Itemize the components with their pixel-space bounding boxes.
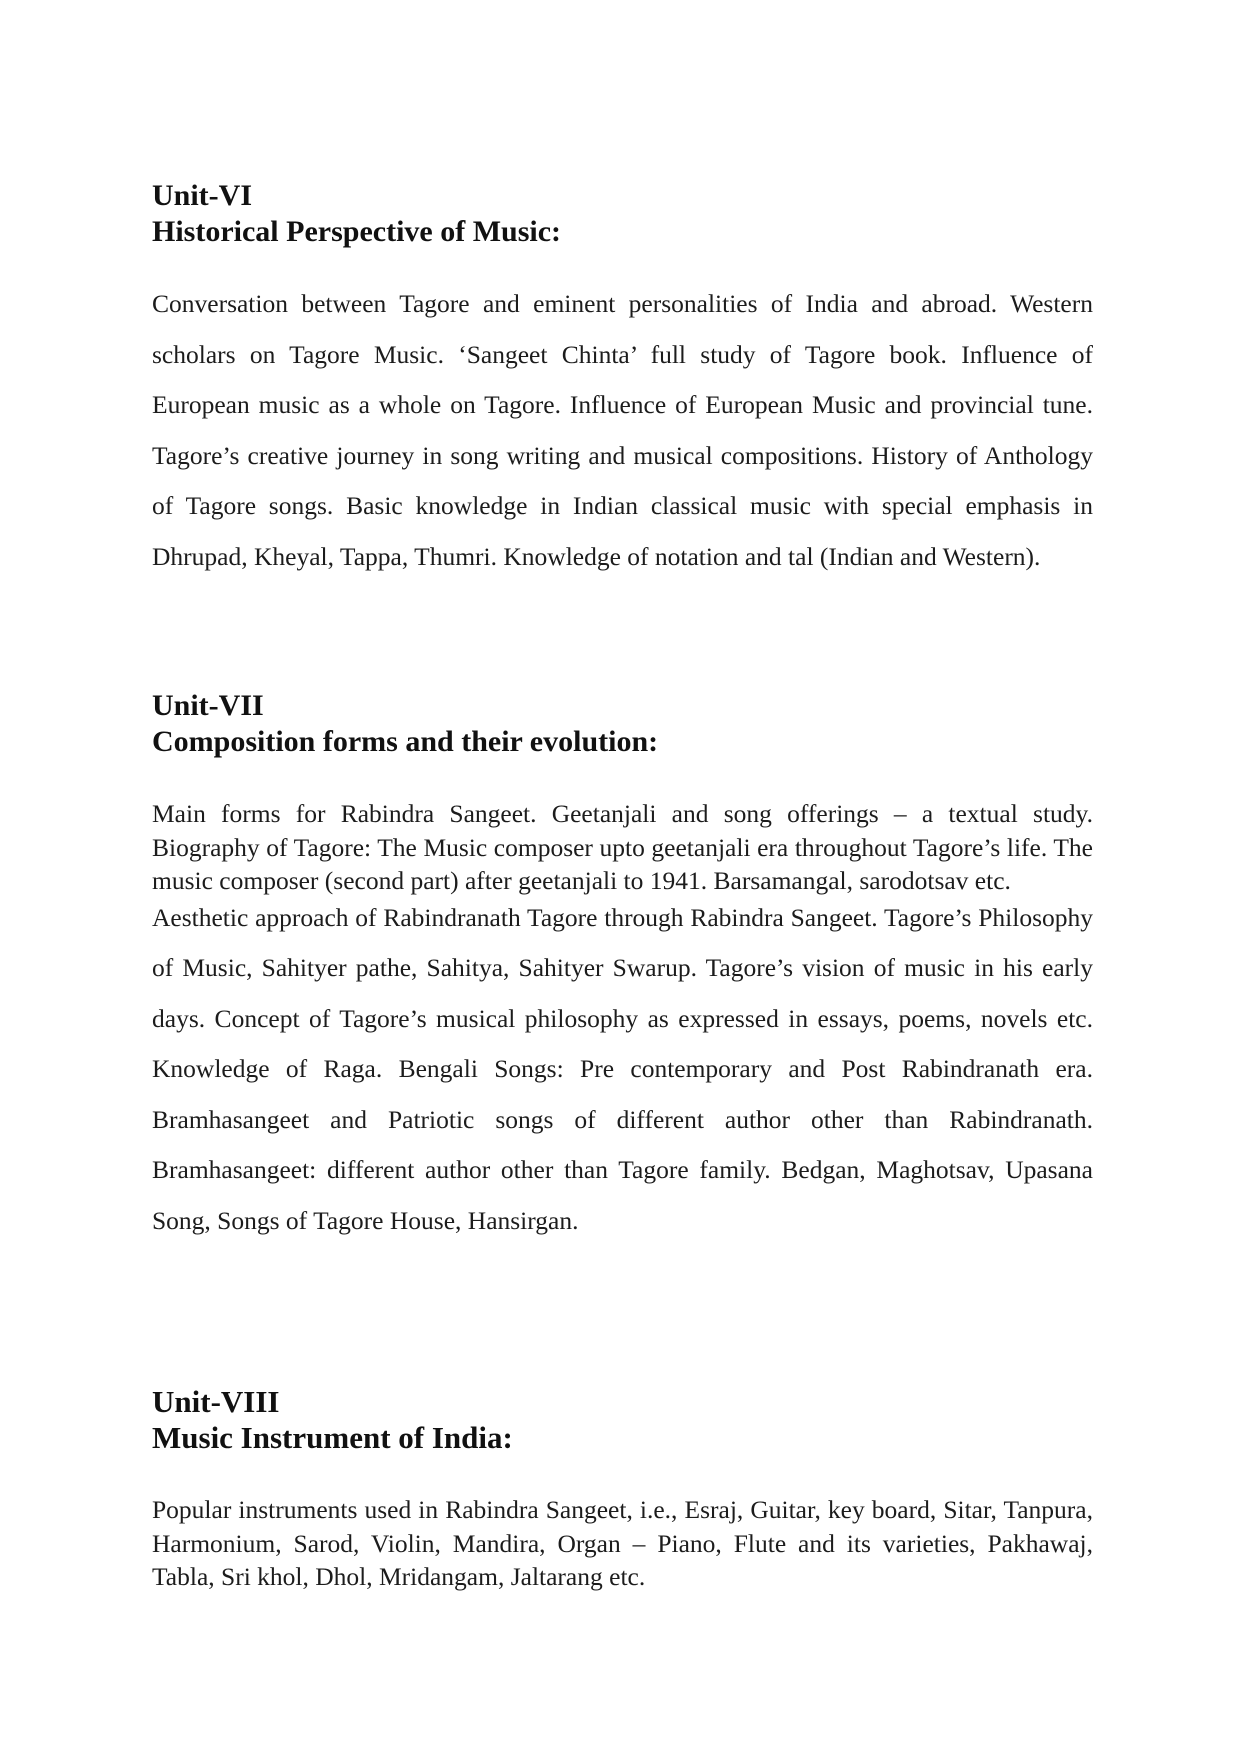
unit-8-heading bbox=[152, 1384, 1093, 1456]
paragraph: Aesthetic approach of Rabindranath Tagore through Rabindra Sangeet. Tagore’s Philosophy of Music, Sahityer pathe, Sahitya, Sahityer Swarup. Tagore’s vision of music in his early days. Concept of Tagore’s musical philosophy as expressed in essays, poems, novels etc. Knowledge of Raga. Bengali Songs: Pre contemporary and Post Rabindranath era. Bramhasangeet and Patriotic songs of different author other than Rabindranath. Bramhasangeet: different author other than Tagore family. Bedgan, Maghotsav, Upasana Song, Songs of Tagore House, Hansirgan. bbox=[152, 902, 1093, 1235]
unit-6-body bbox=[152, 279, 1093, 582]
unit-title: Composition forms and their evolution: bbox=[152, 725, 659, 758]
unit-6-heading bbox=[152, 178, 1093, 250]
paragraph: Main forms for Rabindra Sangeet. Geetanjali and song offerings – a textual study. Biography of Tagore: The Music composer upto geetanjali era throughout Tagore’s life. The music composer (second part) after geetanjali to 1941. Barsamangal, sarodotsav etc. bbox=[152, 799, 1093, 895]
unit-label: Unit-VII bbox=[152, 689, 264, 722]
paragraph: Popular instruments used in Rabindra Sangeet, i.e., Esraj, Guitar, key board, Sitar, Tanpura, Harmonium, Sarod, Violin, Mandira, Organ – Piano, Flute and its varieties, Pakhawaj, Tabla, Sri khol, Dhol, Mridangam, Jaltarang etc. bbox=[152, 1495, 1093, 1591]
unit-8-body bbox=[152, 1493, 1093, 1594]
unit-7-body bbox=[152, 797, 1093, 1246]
unit-title: Music Instrument of India: bbox=[152, 1420, 513, 1455]
unit-label: Unit-VIII bbox=[152, 1384, 280, 1419]
unit-7-heading bbox=[152, 688, 1093, 760]
unit-label: Unit-VI bbox=[152, 179, 253, 212]
unit-title: Historical Perspective of Music: bbox=[152, 215, 562, 248]
paragraph: Conversation between Tagore and eminent personalities of India and abroad. Western scholars on Tagore Music. ‘Sangeet Chinta’ full study of Tagore book. Influence of European music as a whole on Tagore. Influence of European Music and provincial tune. Tagore’s creative journey in song writing and musical compositions. History of Anthology of Tagore songs. Basic knowledge in Indian classical music with special emphasis in Dhrupad, Kheyal, Tappa, Thumri. Knowledge of notation and tal (Indian and Western). bbox=[152, 289, 1093, 571]
